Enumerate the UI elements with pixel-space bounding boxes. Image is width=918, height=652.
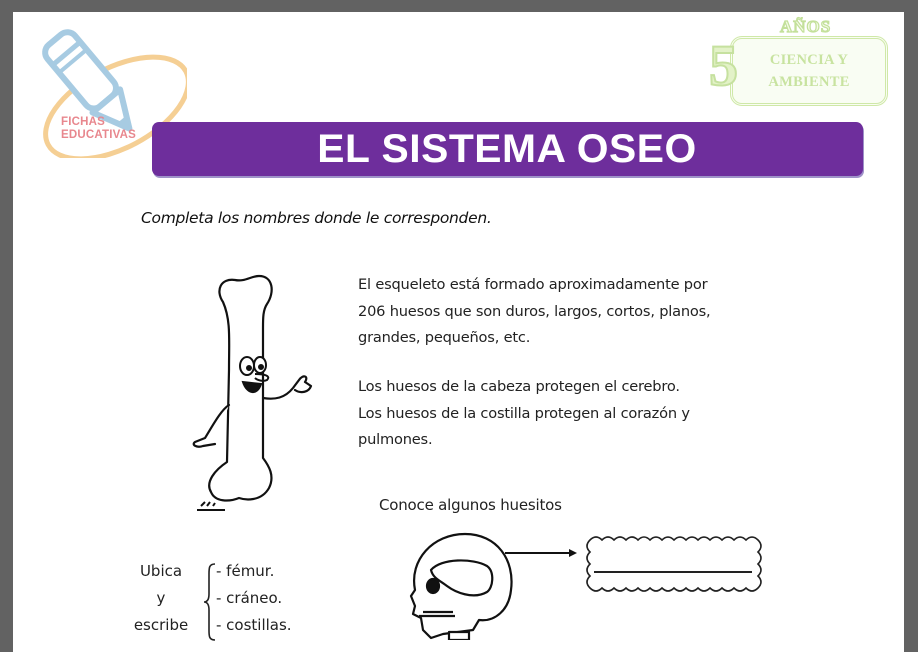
paragraph-line: El esqueleto está formado aproximadamente por <box>358 276 708 293</box>
logo-text <box>61 116 136 142</box>
page-title: EL SISTEMA OSEO <box>317 126 698 171</box>
paragraph-line: grandes, pequeños, etc. <box>358 329 531 346</box>
subject-line1: CIENCIA Y <box>769 52 849 68</box>
paragraph-line: pulmones. <box>358 431 433 448</box>
paragraph-line: Los huesos de la cabeza protegen el cerebro. <box>358 378 680 395</box>
title-banner <box>152 122 863 176</box>
worksheet-page <box>13 12 904 652</box>
subject-line2: AMBIENTE <box>768 74 850 90</box>
grade-badge-box <box>730 36 888 106</box>
paragraph-skeleton-facts <box>358 272 710 352</box>
logo-text-line2: EDUCATIVAS <box>61 129 137 141</box>
paragraph-bone-protection <box>358 374 690 454</box>
bone-options-list <box>216 558 292 639</box>
logo-text-line1: FICHAS <box>61 116 106 128</box>
ubica-word: escribe <box>133 616 189 634</box>
ubica-word: y <box>156 589 166 607</box>
ubica-label <box>128 558 194 639</box>
section-heading-conoce: Conoce algunos huesitos <box>379 496 562 514</box>
arrow-icon <box>505 547 577 559</box>
paragraph-line: Los huesos de la costilla protegen al corazón y <box>358 404 690 422</box>
ubica-word: Ubica <box>139 562 183 580</box>
instruction-text: Completa los nombres donde le corresponden. <box>141 209 492 227</box>
bone-option: - costillas. <box>216 616 292 634</box>
curly-brace-icon <box>203 562 217 642</box>
grade-years-label: AÑOS <box>780 17 832 36</box>
paragraph-line: 206 huesos que son duros, largos, cortos, planos, <box>358 302 711 320</box>
bone-option: - fémur. <box>216 562 275 580</box>
bone-option: - cráneo. <box>216 589 283 607</box>
grade-number: 5 <box>709 33 738 98</box>
bone-character-illustration <box>185 270 325 520</box>
answer-cloud-box[interactable] <box>580 532 762 592</box>
